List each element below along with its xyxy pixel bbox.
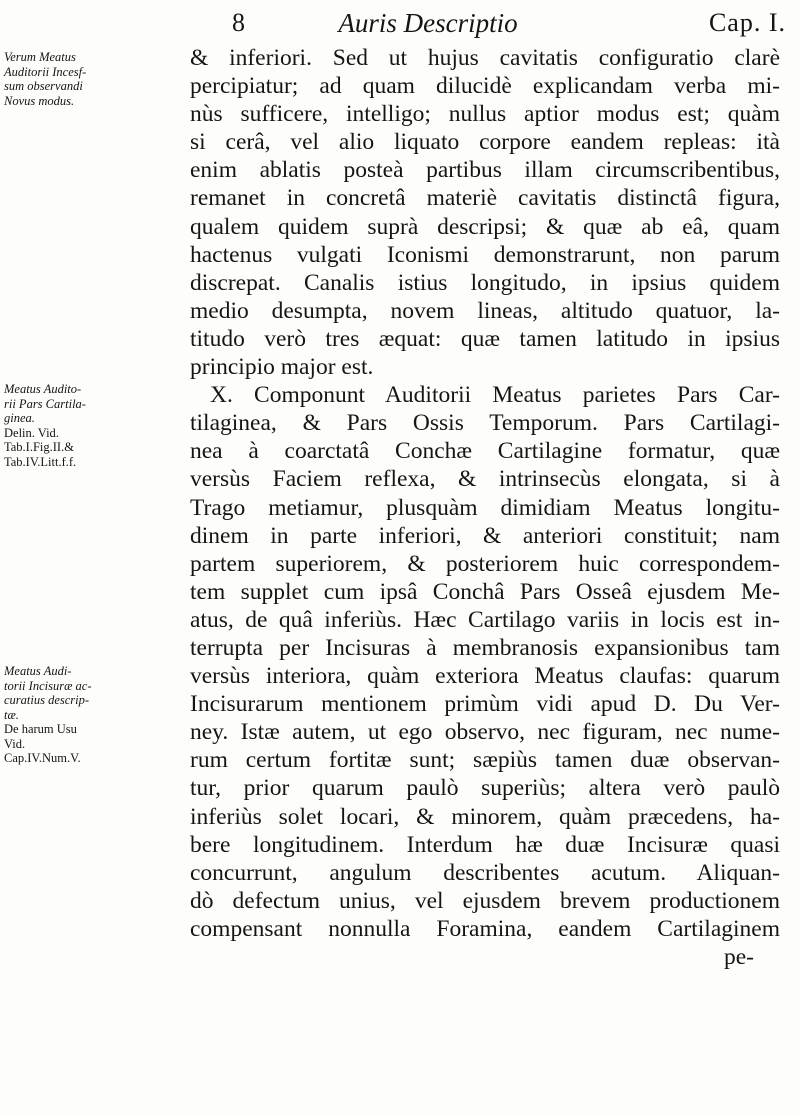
margin-note-reference: Delin. Vid. xyxy=(4,425,59,440)
text-line: dò defectum unius, vel ejusdem brevem productionem xyxy=(190,887,780,914)
text-line: bere longitudinem. Interdum hæ duæ Incisuræ quasi xyxy=(190,831,780,858)
text-line: medio desumpta, novem lineas, altitudo quatuor, la- xyxy=(190,297,780,324)
margin-note-line: curatius descrip- xyxy=(4,693,90,707)
margin-note-line: sum observandi xyxy=(4,79,83,93)
margin-note-line: Meatus Audito- xyxy=(4,382,82,396)
margin-note-reference: Vid. xyxy=(4,736,26,751)
text-line: titudo verò tres æquat: quæ tamen latitudo in ipsius xyxy=(190,325,780,352)
chapter-label: Cap. I. xyxy=(708,8,786,37)
text-line: Trago metiamur, plusquàm dimidiam Meatus longitu- xyxy=(190,494,780,521)
text-line: terrupta per Incisuras à membranosis expansionibus tam xyxy=(190,634,780,661)
catchword: pe- xyxy=(723,944,754,970)
text-line: compensant nonnulla Foramina, eandem Cartilaginem xyxy=(190,915,780,942)
margin-note-line: Verum Meatus xyxy=(4,50,76,64)
text-line: enim ablatis posteà partibus illam circumscribentibus, xyxy=(190,157,780,184)
margin-note-line: Auditorii Incesf- xyxy=(4,64,87,79)
text-line: dinem in parte inferiori, & anteriori constituit; nam xyxy=(190,522,780,549)
text-line: discrepat. Canalis istius longitudo, in ipsius quidem xyxy=(190,269,780,296)
running-header xyxy=(0,6,800,44)
margin-note-reference: De harum Usu xyxy=(4,722,77,736)
margin-note-line: Meatus Audi- xyxy=(4,664,72,678)
margin-note-1 xyxy=(4,50,182,108)
running-title: Auris Descriptio xyxy=(338,8,518,38)
text-line: & inferiori. Sed ut hujus cavitatis configuratio clarè xyxy=(190,45,780,71)
margin-note-reference: Cap.IV.Num.V. xyxy=(4,751,81,765)
text-line: remanet in concretâ materiè cavitatis distinctâ figura, xyxy=(190,185,780,212)
text-line: atus, de quâ inferiùs. Hæc Cartilago variis in locis est in- xyxy=(190,606,780,633)
text-line: qualem quidem suprà descripsi; & quæ ab eâ, quam xyxy=(190,213,780,240)
text-line: versùs interiora, quàm exteriora Meatus claufas: quarum xyxy=(190,663,780,690)
text-line: concurrunt, angulum describentes acutum. Aliquan- xyxy=(190,859,780,886)
text-line: inferiùs solet locari, & minorem, quàm præcedens, ha- xyxy=(190,803,780,830)
text-line: nea à coarctatâ Conchæ Cartilagine formatur, quæ xyxy=(190,438,780,465)
text-line: tem supplet cum ipsâ Conchâ Pars Osseâ ejusdem Me- xyxy=(190,578,780,605)
margin-note-3 xyxy=(4,664,182,766)
text-line: versùs Faciem reflexa, & intrinsecùs elongata, si à xyxy=(190,466,780,493)
text-line: tilaginea, & Pars Ossis Temporum. Pars Cartilagi- xyxy=(190,410,780,437)
margin-note-line: tæ. xyxy=(4,707,19,722)
text-line: hactenus vulgati Iconismi demonstrarunt, non parum xyxy=(190,241,780,268)
section-x-heading-line: X. Componunt Auditorii Meatus parietes Pars Car- xyxy=(210,382,780,409)
margin-note-line: ginea. xyxy=(4,411,35,425)
page-number: 8 xyxy=(232,8,245,37)
text-line: tur, prior quarum paulò superiùs; altera verò paulò xyxy=(190,775,780,802)
margin-note-reference: Tab.IV.Litt.f.f. xyxy=(4,454,77,469)
body-text xyxy=(190,44,780,971)
text-line: nùs sufficere, intelligo; nullus aptior modus est; quàm xyxy=(190,101,780,128)
margin-note-line: rii Pars Cartila- xyxy=(4,396,86,411)
text-line: ney. Istæ autem, ut ego observo, nec figuram, nec nume- xyxy=(190,719,780,746)
text-line: percipiatur; ad quam dilucidè explicandam verba mi- xyxy=(190,73,780,100)
margin-note-reference: Tab.I.Fig.II.& xyxy=(4,440,74,454)
text-line: principio major est. xyxy=(190,354,374,381)
text-line: rum certum fortitæ sunt; sæpiùs tamen duæ observan- xyxy=(190,747,780,774)
margin-note-line: torii Incisuræ ac- xyxy=(4,678,92,693)
margin-note-line: Novus modus. xyxy=(4,93,75,108)
text-line: partem superiorem, & posteriorem huic correspondem- xyxy=(190,550,780,577)
text-line: Incisurarum mentionem primùm vidi apud D. Du Ver- xyxy=(190,691,780,718)
text-line: si cerâ, vel alio liquato corpore eandem repleas: ità xyxy=(190,129,780,156)
margin-note-2 xyxy=(4,382,182,469)
